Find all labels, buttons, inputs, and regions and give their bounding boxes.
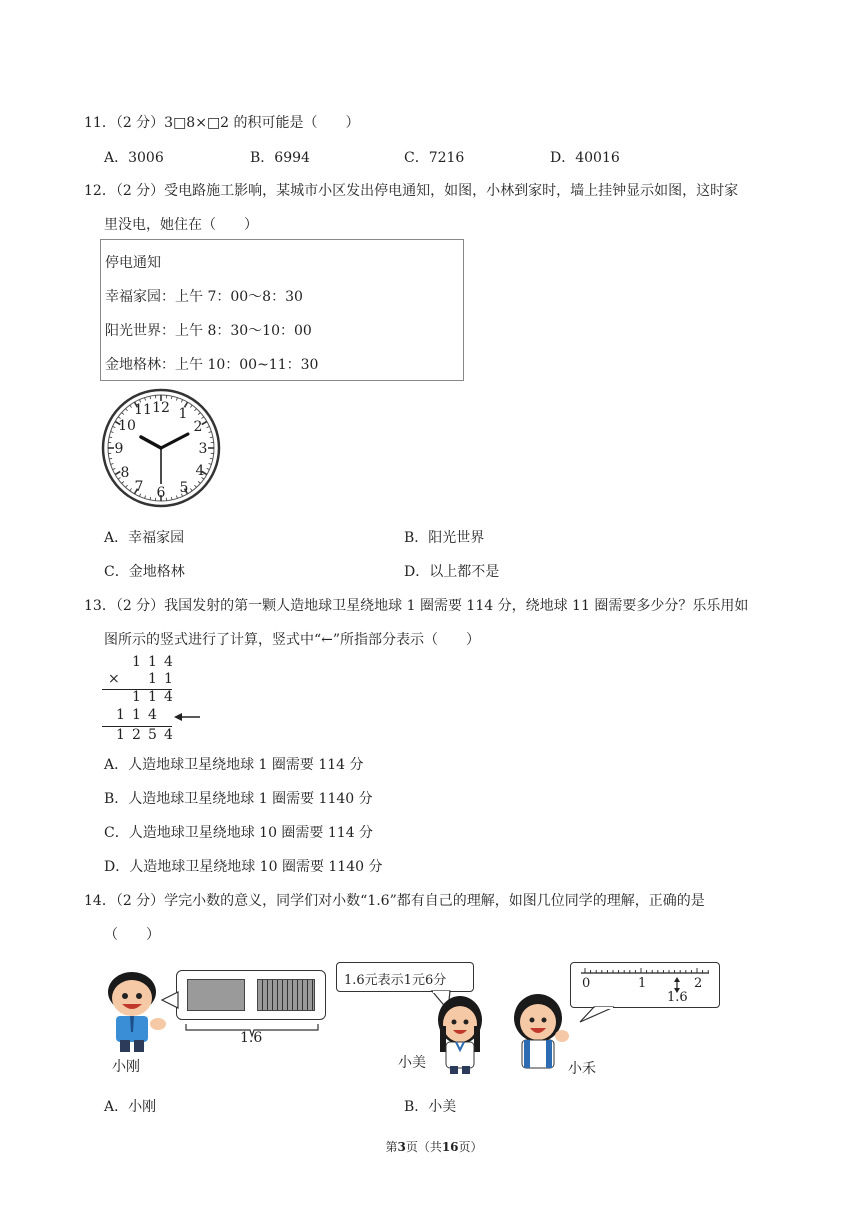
calc-digit: 1 xyxy=(132,689,141,705)
q13-stem-line2: 图所示的竖式进行了计算，竖式中“←”所指部分表示（ ） xyxy=(104,632,481,648)
xiaomei-speech-bubble xyxy=(336,962,474,992)
clock-number: 4 xyxy=(195,463,205,479)
calc-digit: 1 xyxy=(116,707,125,723)
xiaomei-bubble-text: 1.6元表示1元6分 xyxy=(344,973,447,988)
calc-digit: 1 xyxy=(132,707,141,723)
footer-text: 页（共 xyxy=(405,1140,442,1154)
ruler-marker-label: 1.6 xyxy=(667,990,688,1005)
clock-number: 5 xyxy=(179,480,189,496)
q12-stem-line2: 里没电，她住在（ ） xyxy=(104,217,258,233)
notice-title: 停电通知 xyxy=(105,255,161,271)
q14-stem-line1: 14．（2 分）学完小数的意义，同学们对小数“1.6”都有自己的理解，如图几位同学的理解，正确的是 xyxy=(84,893,705,909)
calc-digit: 1 xyxy=(164,671,173,687)
calc-digit: 4 xyxy=(148,707,157,723)
footer-page-number: 3 xyxy=(397,1140,406,1154)
q11-option-d: D．40016 xyxy=(550,150,620,166)
xiaohe-speech-bubble xyxy=(570,962,720,1008)
left-arrow-icon xyxy=(172,710,202,724)
calc-digit: 1 xyxy=(116,727,125,743)
footer-text: 第 xyxy=(385,1140,398,1154)
times-sign: × xyxy=(108,671,120,687)
bubble-tail xyxy=(574,1004,618,1024)
xiaogang-name: 小刚 xyxy=(112,1059,140,1075)
q12-option-c: C．金地格林 xyxy=(104,564,185,580)
calc-digit: 4 xyxy=(164,727,173,743)
clock-number: 7 xyxy=(134,479,144,495)
q12-option-b: B．阳光世界 xyxy=(404,530,485,546)
q11-stem: 11．（2 分）3□8×□2 的积可能是（ ） xyxy=(84,115,360,131)
q13-stem-line1: 13．（2 分）我国发射的第一颗人造地球卫星绕地球 1 圈需要 114 分，绕地球 11 圈需要多少分？乐乐用如 xyxy=(84,598,749,614)
q14-stem-line2: （ ） xyxy=(104,927,160,943)
clock-number: 10 xyxy=(118,418,136,434)
calc-digit: 2 xyxy=(132,727,141,743)
clock-number: 9 xyxy=(114,441,124,457)
calc-digit: 4 xyxy=(164,654,173,670)
clock-number: 11 xyxy=(134,402,152,418)
xiaogang-label: 1.6 xyxy=(240,1030,263,1046)
q14-option-b: B．小美 xyxy=(404,1099,457,1115)
q11-option-a: A．3006 xyxy=(104,150,164,166)
xiaomei-figure xyxy=(430,992,494,1076)
power-outage-notice xyxy=(100,239,464,381)
page-footer xyxy=(0,1138,868,1155)
clock-number: 6 xyxy=(156,485,166,501)
footer-text: 页） xyxy=(458,1140,483,1154)
vertical-multiplication xyxy=(100,652,210,746)
q12-option-d: D．以上都不是 xyxy=(404,564,500,580)
q11-option-c: C．7216 xyxy=(404,150,465,166)
bubble-tail xyxy=(160,990,180,1010)
calc-digit: 1 xyxy=(132,654,141,670)
xiaogang-figure xyxy=(100,966,172,1056)
calc-digit: 1 xyxy=(148,671,157,687)
calc-digit: 1 xyxy=(148,654,157,670)
clock-number: 2 xyxy=(193,419,203,435)
wall-clock xyxy=(100,388,224,510)
tenths-block xyxy=(257,979,315,1011)
clock-number: 3 xyxy=(198,441,208,457)
xiaogang-speech-bubble xyxy=(176,970,326,1020)
clock-number: 1 xyxy=(178,406,188,422)
calc-digit: 1 xyxy=(148,689,157,705)
q13-option-d: D．人造地球卫星绕地球 10 圈需要 1140 分 xyxy=(104,859,383,875)
one-whole-block xyxy=(187,979,245,1011)
q12-stem-line1: 12．（2 分）受电路施工影响，某城市小区发出停电通知，如图，小林到家时，墙上挂钟显示如图，这时家 xyxy=(84,183,739,199)
notice-line: 幸福家园：上午 7：00～8：30 xyxy=(105,289,303,305)
ruler-tick-label: 0 xyxy=(582,976,591,991)
clock-number: 12 xyxy=(152,400,170,416)
notice-line: 阳光世界：上午 8：30～10：00 xyxy=(105,323,312,339)
ruler-tick-label: 2 xyxy=(694,976,703,991)
q13-option-b: B．人造地球卫星绕地球 1 圈需要 1140 分 xyxy=(104,791,373,807)
footer-total-pages: 16 xyxy=(441,1140,459,1154)
q14-option-a: A．小刚 xyxy=(104,1099,157,1115)
q13-option-c: C．人造地球卫星绕地球 10 圈需要 114 分 xyxy=(104,825,374,841)
clock-number: 8 xyxy=(120,465,130,481)
q11-option-b: B．6994 xyxy=(250,150,310,166)
q13-option-a: A．人造地球卫星绕地球 1 圈需要 114 分 xyxy=(104,757,364,773)
calc-digit: 4 xyxy=(164,689,173,705)
xiaohe-name: 小禾 xyxy=(568,1061,596,1077)
xiaohe-figure xyxy=(506,990,574,1074)
calc-digit: 5 xyxy=(148,727,157,743)
ruler-tick-label: 1 xyxy=(638,976,647,991)
notice-line: 金地格林：上午 10：00~11：30 xyxy=(105,357,319,373)
xiaomei-name: 小美 xyxy=(398,1055,426,1071)
q12-option-a: A．幸福家园 xyxy=(104,530,185,546)
